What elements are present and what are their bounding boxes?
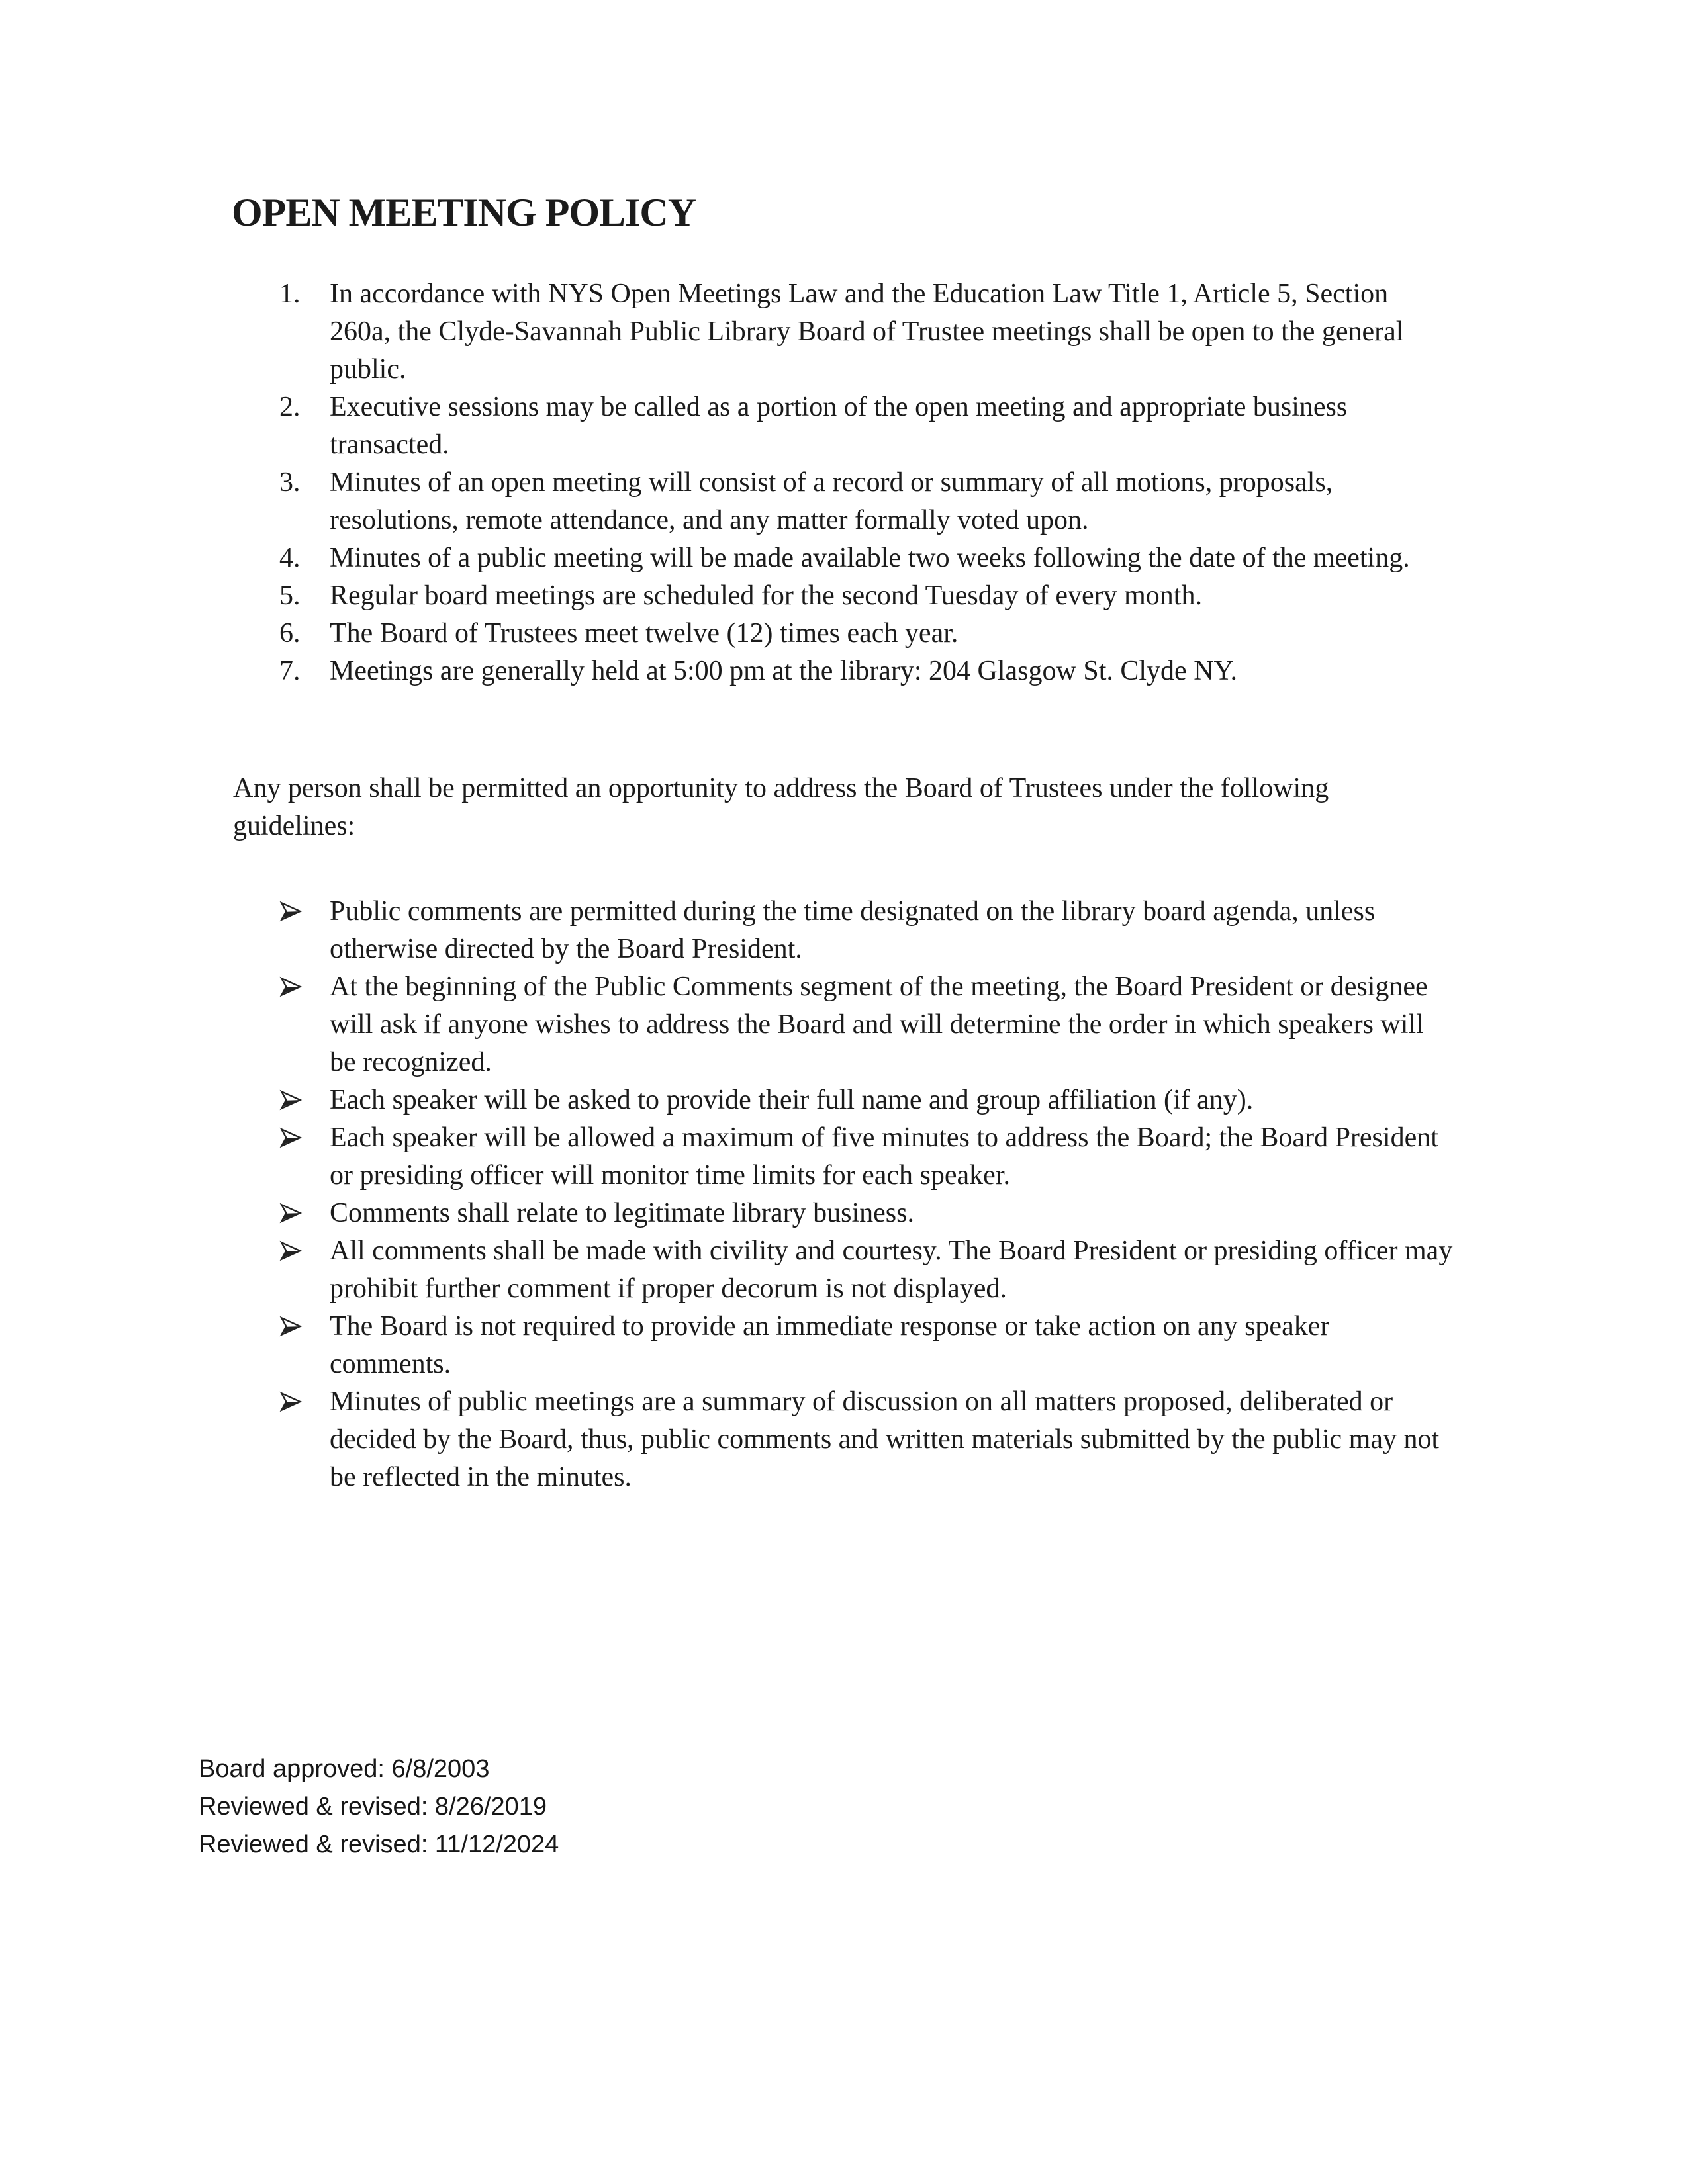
numbered-item <box>279 615 1464 653</box>
arrowhead-bullet-icon <box>279 1232 330 1261</box>
arrowhead-bullet-icon <box>279 968 330 997</box>
item-text: Minutes of a public meeting will be made available two weeks following the date of the meeting. <box>330 543 1410 573</box>
footer-line-revised-2: Reviewed & revised: 11/12/2024 <box>199 1831 559 1858</box>
footer-line-revised-1: Reviewed & revised: 8/26/2019 <box>199 1793 547 1821</box>
arrowhead-bullet-icon <box>279 893 330 922</box>
guideline-item <box>279 1308 1464 1383</box>
guideline-text: Each speaker will be asked to provide their full name and group affiliation (if any). <box>330 1085 1254 1115</box>
page-title: OPEN MEETING POLICY <box>232 191 696 234</box>
guideline-text: Public comments are permitted during the time designated on the library board agenda, unless otherwise directed by the Board President. <box>330 896 1376 964</box>
revision-footer <box>199 1751 1688 1864</box>
guideline-item <box>279 1081 1464 1119</box>
numbered-item <box>279 388 1464 464</box>
item-text: Executive sessions may be called as a portion of the open meeting and appropriate business transacted. <box>330 392 1348 460</box>
numbered-item <box>279 653 1464 690</box>
item-text: Meetings are generally held at 5:00 pm at the library: 204 Glasgow St. Clyde NY. <box>330 656 1237 686</box>
numbered-item <box>279 464 1464 539</box>
arrowhead-bullet-icon <box>279 1195 330 1224</box>
guideline-text: Comments shall relate to legitimate library business. <box>330 1198 914 1228</box>
guideline-item <box>279 968 1464 1081</box>
item-number: 5. <box>279 580 301 611</box>
numbered-item <box>279 577 1464 615</box>
item-text: In accordance with NYS Open Meetings Law and the Education Law Title 1, Article 5, Section 260a, the Clyde-Savannah Public Library Board of Trustee meetings shall be open to the general public. <box>330 279 1404 385</box>
guideline-text: Minutes of public meetings are a summary of discussion on all matters proposed, deliberated or decided by the Board, thus, public comments and written materials submitted by the public may not be reflected in the minutes. <box>330 1387 1440 1492</box>
footer-line-approved: Board approved: 6/8/2003 <box>199 1755 490 1783</box>
arrowhead-bullet-icon <box>279 1308 330 1337</box>
arrowhead-bullet-icon <box>279 1119 330 1148</box>
guideline-item <box>279 1232 1464 1308</box>
item-number: 2. <box>279 392 301 422</box>
item-number: 7. <box>279 656 301 686</box>
arrowhead-bullet-icon <box>279 1081 330 1111</box>
guideline-item <box>279 1119 1464 1195</box>
item-number: 1. <box>279 279 301 309</box>
numbered-item <box>279 275 1464 388</box>
numbered-item <box>279 539 1464 577</box>
guideline-text: The Board is not required to provide an immediate response or take action on any speaker comments. <box>330 1311 1330 1379</box>
item-number: 3. <box>279 467 301 498</box>
item-number: 4. <box>279 543 301 573</box>
guideline-item <box>279 893 1464 968</box>
numbered-policy-list <box>279 275 1464 690</box>
guidelines-list <box>279 893 1464 1496</box>
item-text: Minutes of an open meeting will consist of a record or summary of all motions, proposals, resolutions, remote attendance, and any matter formally voted upon. <box>330 467 1333 535</box>
guideline-item <box>279 1195 1464 1232</box>
guideline-text: All comments shall be made with civility and courtesy. The Board President or presiding officer may prohibit further comment if proper decorum is not displayed. <box>330 1236 1453 1304</box>
item-number: 6. <box>279 618 301 649</box>
item-text: Regular board meetings are scheduled for the second Tuesday of every month. <box>330 580 1202 611</box>
arrowhead-bullet-icon <box>279 1383 330 1412</box>
guideline-text: Each speaker will be allowed a maximum of five minutes to address the Board; the Board President or presiding officer will monitor time limits for each speaker. <box>330 1122 1438 1191</box>
guideline-text: At the beginning of the Public Comments segment of the meeting, the Board President or designee will ask if anyone wishes to address the Board and will determine the order in which speakers will be recognized. <box>330 972 1428 1077</box>
guideline-item <box>279 1383 1464 1496</box>
intro-paragraph: Any person shall be permitted an opportunity to address the Board of Trustees under the following guidelines: <box>233 773 1329 841</box>
item-text: The Board of Trustees meet twelve (12) times each year. <box>330 618 959 649</box>
